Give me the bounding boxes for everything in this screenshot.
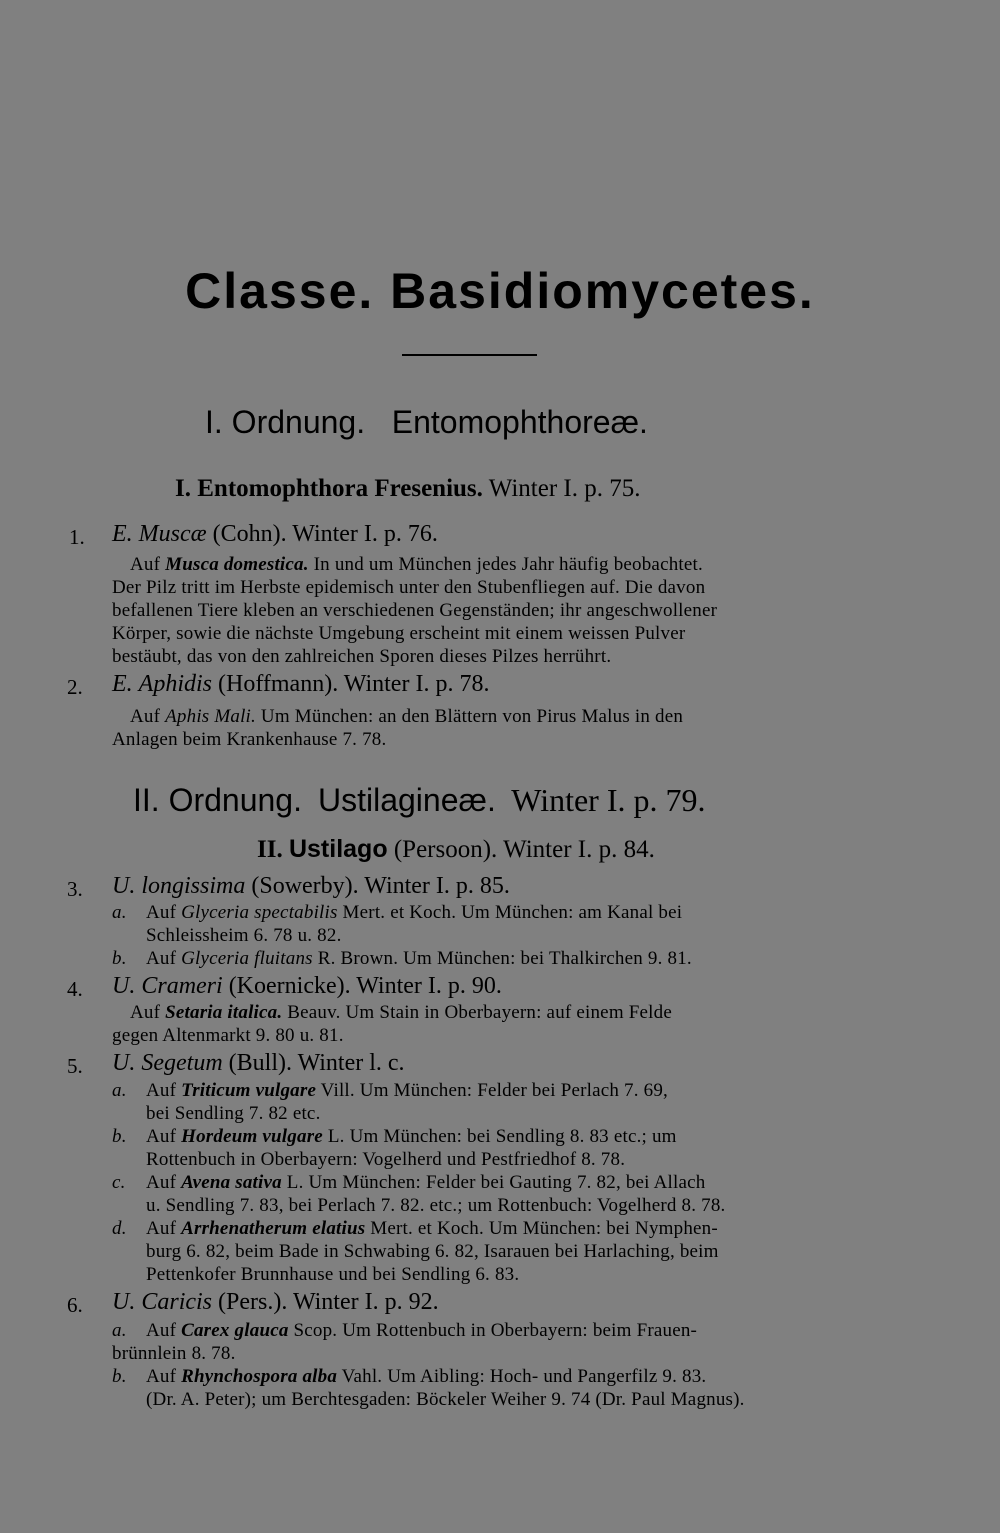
- entry-5-c-line-1: [146, 1172, 705, 1194]
- entry-6-species: Caricis: [141, 1289, 213, 1315]
- entry-5-a-letter: a.: [112, 1080, 127, 1101]
- entry-6-ref: Winter I. p. 92.: [292, 1289, 439, 1315]
- entry-3-b-host: Glyceria fluitans: [181, 948, 313, 969]
- order-2-name: Ustilagineæ.: [317, 782, 496, 818]
- entry-2-line-1: [130, 706, 683, 728]
- genus-2-author: (Persoon).: [393, 836, 498, 863]
- entry-6-number: 6.: [67, 1293, 83, 1317]
- entry-3-genus: U.: [112, 873, 136, 899]
- entry-3-author: (Sowerby).: [251, 873, 359, 899]
- genus-2-ref: Winter I. p. 84.: [503, 836, 655, 863]
- entry-3-a-letter: a.: [112, 902, 127, 923]
- entry-4-heading: [112, 973, 502, 1000]
- entry-5-a-line-2: bei Sendling 7. 82 etc.: [146, 1103, 321, 1124]
- order-heading-2: [133, 782, 705, 819]
- entry-5-d-line-3: Pettenkofer Brunnhause und bei Sendling 6. 83.: [146, 1264, 520, 1285]
- entry-2-host: Aphis Mali.: [165, 706, 256, 727]
- genus-1-num: I.: [175, 475, 191, 502]
- order-1-name: Entomophthoreæ.: [391, 404, 648, 440]
- title-rule: [402, 354, 537, 356]
- entry-6-b-prefix: Auf: [146, 1366, 182, 1387]
- entry-2-author: (Hoffmann).: [218, 671, 339, 697]
- entry-1-host-prefix: Auf: [130, 554, 166, 575]
- entry-1-line-4: Körper, sowie die nächste Umgebung erscheint mit einem weissen Pulver: [112, 623, 686, 644]
- entry-1-author: (Cohn).: [212, 521, 287, 547]
- entry-5-d-line-2: burg 6. 82, beim Bade in Schwabing 6. 82, Isarauen bei Harlaching, beim: [146, 1241, 719, 1262]
- genus-heading-2: [257, 835, 655, 864]
- entry-6-b-letter: b.: [112, 1366, 127, 1387]
- entry-3-number: 3.: [67, 877, 83, 901]
- entry-1-heading: [112, 521, 438, 548]
- entry-2-genus: E.: [112, 671, 133, 697]
- entry-5-a-host: Triticum vulgare: [181, 1080, 317, 1101]
- entry-3-a-line-2: Schleissheim 6. 78 u. 82.: [146, 925, 342, 946]
- order-1-label: I. Ordnung.: [205, 404, 366, 440]
- entry-4-species: Crameri: [141, 973, 223, 999]
- entry-1-line-2: Der Pilz tritt im Herbste epidemisch unter den Stubenfliegen auf. Die davon: [112, 577, 706, 598]
- entry-4-author: (Koernicke).: [228, 973, 351, 999]
- genus-2-name: Ustilago: [288, 835, 388, 863]
- entry-5-genus: U.: [112, 1050, 136, 1076]
- entry-4-ref: Winter I. p. 90.: [356, 973, 502, 999]
- entry-6-b-host: Rhynchospora alba: [181, 1366, 338, 1387]
- entry-5-d-host: Arrhenatherum elatius: [181, 1218, 366, 1239]
- genus-heading-1: [175, 475, 640, 503]
- entry-5-species: Segetum: [141, 1050, 223, 1076]
- entry-5-c-line-2: u. Sendling 7. 83, bei Perlach 7. 82. etc.; um Rottenbuch: Vogelherd 8. 78.: [146, 1195, 726, 1216]
- entry-5-c-host: Avena sativa: [181, 1172, 282, 1193]
- order-heading-1: [205, 404, 648, 441]
- entry-3-b-prefix: Auf: [146, 948, 182, 969]
- entry-5-a-locality: Vill. Um München: Felder bei Perlach 7. 69,: [316, 1080, 668, 1101]
- entry-5-a-line-1: [146, 1080, 668, 1102]
- genus-1-ref: Winter I. p. 75.: [488, 475, 641, 502]
- entry-6-genus: U.: [112, 1289, 136, 1315]
- entry-6-a-host: Carex glauca: [181, 1320, 289, 1341]
- entry-2-species: Aphidis: [138, 671, 213, 697]
- order-2-ref: Winter I. p. 79.: [511, 782, 706, 818]
- entry-6-b-line-1: [146, 1366, 706, 1388]
- entry-6-a-line-1: [146, 1320, 697, 1342]
- entry-1-line-1: [130, 554, 703, 576]
- entry-6-a-letter: a.: [112, 1320, 127, 1341]
- entry-4-host-prefix: Auf: [130, 1002, 166, 1023]
- entry-1-genus: E.: [112, 521, 133, 547]
- entry-4-number: 4.: [67, 977, 83, 1001]
- entry-2-line-2: Anlagen beim Krankenhause 7. 78.: [112, 729, 387, 750]
- entry-5-author: (Bull).: [228, 1050, 292, 1076]
- entry-4-locality: Beauv. Um Stain in Oberbayern: auf einem Felde: [282, 1002, 672, 1023]
- entry-6-b-locality: Vahl. Um Aibling: Hoch- und Pangerfilz 9. 83.: [337, 1366, 707, 1387]
- entry-6-a-locality: Scop. Um Rottenbuch in Oberbayern: beim Frauen-: [288, 1320, 698, 1341]
- entry-5-b-locality: L. Um München: bei Sendling 8. 83 etc.; um: [322, 1126, 677, 1147]
- entry-3-b-line-1: [146, 948, 692, 970]
- entry-1-host: Musca domestica.: [165, 554, 309, 575]
- entry-3-ref: Winter I. p. 85.: [364, 873, 510, 899]
- entry-3-a-prefix: Auf: [146, 902, 182, 923]
- entry-4-line-2: gegen Altenmarkt 9. 80 u. 81.: [112, 1025, 344, 1046]
- genus-2-num: II.: [257, 836, 283, 863]
- entry-1-species: Muscæ: [138, 521, 207, 547]
- entry-3-b-letter: b.: [112, 948, 127, 969]
- entry-6-a-prefix: Auf: [146, 1320, 182, 1341]
- entry-3-species: longissima: [141, 873, 246, 899]
- entry-5-d-letter: d.: [112, 1218, 127, 1239]
- entry-5-ref: Winter l. c.: [297, 1050, 405, 1076]
- entry-6-b-line-2: (Dr. A. Peter); um Berchtesgaden: Böckeler Weiher 9. 74 (Dr. Paul Magnus).: [146, 1389, 745, 1410]
- entry-1-ref: Winter I. p. 76.: [292, 521, 438, 547]
- entry-3-heading: [112, 873, 510, 900]
- entry-2-ref: Winter I. p. 78.: [343, 671, 490, 697]
- entry-6-heading: [112, 1289, 439, 1316]
- entry-2-heading: [112, 671, 489, 698]
- class-title: Classe. Basidiomycetes.: [185, 263, 815, 319]
- entry-3-a-line-1: [146, 902, 682, 924]
- entry-5-c-letter: c.: [112, 1172, 126, 1193]
- entry-4-line-1: [130, 1002, 672, 1024]
- entry-5-b-prefix: Auf: [146, 1126, 182, 1147]
- entry-2-number: 2.: [67, 675, 83, 699]
- entry-1-number: 1.: [69, 525, 85, 549]
- entry-5-d-locality: Mert. et Koch. Um München: bei Nymphen-: [365, 1218, 718, 1239]
- entry-5-a-prefix: Auf: [146, 1080, 182, 1101]
- entry-6-a-line-2: brünnlein 8. 78.: [112, 1343, 236, 1364]
- entry-5-c-prefix: Auf: [146, 1172, 182, 1193]
- genus-1-name: Entomophthora Fresenius.: [197, 475, 483, 502]
- entry-3-b-locality: R. Brown. Um München: bei Thalkirchen 9. 81.: [312, 948, 692, 969]
- entry-5-b-letter: b.: [112, 1126, 127, 1147]
- entry-2-host-prefix: Auf: [130, 706, 166, 727]
- entry-5-c-locality: L. Um München: Felder bei Gauting 7. 82, bei Allach: [281, 1172, 706, 1193]
- entry-5-b-line-1: [146, 1126, 677, 1148]
- entry-4-genus: U.: [112, 973, 136, 999]
- entry-3-a-locality: Mert. et Koch. Um München: am Kanal bei: [337, 902, 683, 923]
- entry-2-locality: Um München: an den Blättern von Pirus Malus in den: [255, 706, 684, 727]
- entry-5-b-host: Hordeum vulgare: [181, 1126, 323, 1147]
- entry-6-author: (Pers.).: [218, 1289, 288, 1315]
- entry-1-locality: In und um München jedes Jahr häufig beobachtet.: [308, 554, 703, 575]
- entry-1-line-3: befallenen Tiere kleben an verschiedenen Gegenständen; ihr angeschwollener: [112, 600, 718, 621]
- entry-5-d-line-1: [146, 1218, 718, 1240]
- entry-5-b-line-2: Rottenbuch in Oberbayern: Vogelherd und Pestfriedhof 8. 78.: [146, 1149, 626, 1170]
- entry-5-heading: [112, 1050, 405, 1077]
- entry-5-d-prefix: Auf: [146, 1218, 182, 1239]
- entry-5-number: 5.: [67, 1054, 83, 1078]
- entry-4-host: Setaria italica.: [165, 1002, 283, 1023]
- entry-3-a-host: Glyceria spectabilis: [181, 902, 338, 923]
- entry-1-line-5: bestäubt, das von den zahlreichen Sporen dieses Pilzes herrührt.: [112, 646, 612, 667]
- order-2-label: II. Ordnung.: [133, 782, 302, 818]
